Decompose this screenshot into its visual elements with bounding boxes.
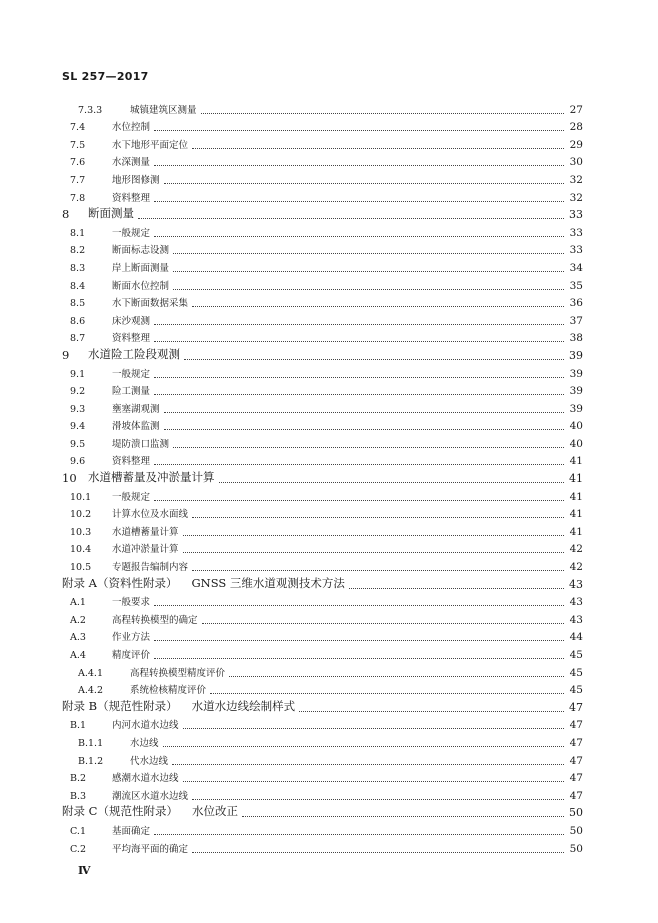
toc-entry-title: 水道槽蓄量计算 [112, 526, 179, 538]
toc-entry[interactable] [62, 485, 583, 503]
dot-leader [183, 728, 564, 729]
toc-entry-title: 基面确定 [112, 825, 151, 837]
dot-leader [154, 324, 564, 325]
toc-entry-page: 45 [569, 666, 583, 679]
toc-entry-page: 40 [569, 437, 583, 450]
toc-entry[interactable] [62, 661, 583, 679]
toc-entry-title: 潮流区水道水边线 [112, 790, 189, 802]
toc-entry-number: 10.1 [70, 491, 92, 503]
toc-entry-title: 平均海平面的确定 [112, 843, 189, 855]
dot-leader [154, 201, 564, 202]
toc-entry-page: 39 [569, 367, 583, 380]
toc-entry-number: 8.3 [70, 262, 86, 274]
dot-leader [184, 359, 564, 360]
toc-entry-page: 47 [569, 719, 583, 732]
toc-entry[interactable] [62, 784, 583, 802]
toc-entry[interactable] [62, 837, 583, 855]
dot-leader [154, 464, 564, 465]
toc-entry[interactable] [62, 168, 583, 186]
toc-entry[interactable] [62, 714, 583, 732]
toc-entry-title: 资料整理 [112, 456, 151, 468]
toc-entry-page: 45 [569, 684, 583, 697]
toc-entry-page: 39 [569, 348, 583, 362]
toc-entry[interactable] [62, 344, 583, 362]
toc-entry[interactable] [62, 749, 583, 767]
toc-entry-page: 40 [569, 420, 583, 433]
toc-entry-title: 作业方法 [112, 632, 151, 644]
toc-entry-number: 附录 C（规范性附录） [62, 804, 178, 819]
toc-entry[interactable] [62, 327, 583, 345]
toc-entry-number: B.1.2 [78, 755, 104, 767]
toc-entry[interactable] [62, 151, 583, 169]
toc-entry-page: 44 [569, 631, 583, 644]
toc-entry-number: 8.1 [70, 227, 86, 239]
toc-entry-title: 资料整理 [112, 192, 151, 204]
toc-entry-number: 9.2 [70, 386, 86, 398]
toc-entry[interactable] [62, 573, 583, 591]
toc-entry[interactable] [62, 626, 583, 644]
dot-leader [163, 746, 564, 747]
toc-entry-title: 床沙观测 [112, 315, 151, 327]
toc-entry-page: 27 [569, 103, 583, 116]
toc-entry-title: 一般要求 [112, 597, 151, 609]
toc-entry[interactable] [62, 555, 583, 573]
toc-entry[interactable] [62, 503, 583, 521]
toc-entry-page: 41 [569, 490, 583, 503]
toc-entry[interactable] [62, 767, 583, 785]
toc-entry-number: 9 [62, 347, 70, 362]
toc-entry[interactable] [62, 133, 583, 151]
dot-leader [183, 552, 564, 553]
toc-entry[interactable] [62, 802, 583, 820]
toc-entry-page: 33 [569, 244, 583, 257]
toc-entry-title: 一般规定 [112, 227, 151, 239]
toc-entry-title: 险工测量 [112, 386, 151, 398]
toc-entry-number: 9.5 [70, 438, 86, 450]
toc-entry-number: 8.2 [70, 245, 86, 257]
dot-leader [183, 781, 564, 782]
toc-entry[interactable] [62, 397, 583, 415]
dot-leader [192, 306, 564, 307]
dot-leader [154, 640, 564, 641]
toc-entry-title: 系统检核精度评价 [130, 685, 207, 697]
dot-leader [173, 271, 564, 272]
toc-entry-number: C.1 [70, 825, 86, 837]
dot-leader [183, 535, 564, 536]
dot-leader [349, 588, 564, 589]
toc-entry-number: B.1 [70, 720, 87, 732]
dot-leader [154, 165, 564, 166]
toc-entry-title: 城镇建筑区测量 [130, 104, 197, 116]
toc-entry[interactable] [62, 696, 583, 714]
toc-entry-page: 38 [569, 332, 583, 345]
toc-entry-page: 42 [569, 543, 583, 556]
dot-leader [138, 218, 564, 219]
dot-leader [172, 764, 564, 765]
toc-entry-page: 37 [569, 314, 583, 327]
toc-entry-page: 32 [569, 173, 583, 186]
toc-entry-number: 7.6 [70, 157, 86, 169]
toc-entry[interactable] [62, 362, 583, 380]
toc-entry[interactable] [62, 256, 583, 274]
toc-entry-title: 感潮水道水边线 [112, 773, 179, 785]
dot-leader [154, 605, 564, 606]
dot-leader [154, 377, 564, 378]
dot-leader [173, 447, 564, 448]
toc-entry-title: 内河水道水边线 [112, 720, 179, 732]
toc-entry-title: 岸上断面测量 [112, 262, 170, 274]
toc-entry-title: 水下地形平面定位 [112, 139, 189, 151]
toc-entry-page: 35 [569, 279, 583, 292]
toc-entry-page: 47 [569, 772, 583, 785]
toc-entry-number: 附录 B（规范性附录） [62, 698, 178, 713]
toc-entry-number: A.1 [70, 597, 86, 609]
toc-entry[interactable] [62, 450, 583, 468]
toc-entry[interactable] [62, 415, 583, 433]
dot-leader [219, 482, 565, 483]
toc-entry-page: 41 [569, 455, 583, 468]
toc-entry-page: 30 [569, 156, 583, 169]
toc-entry[interactable] [62, 608, 583, 626]
toc-entry-number: 9.1 [70, 368, 86, 380]
toc-entry-number: C.2 [70, 843, 86, 855]
toc-entry-title: 水位控制 [112, 122, 151, 134]
toc-entry[interactable] [62, 239, 583, 257]
toc-entry-number: 8.4 [70, 280, 86, 292]
toc-entry-number: B.1.1 [78, 737, 104, 749]
toc-entry-number: 附录 A（资料性附录） [62, 575, 178, 590]
toc-entry-title: 断面测量 [88, 206, 134, 221]
toc-entry-page: 43 [569, 577, 583, 591]
table-of-contents [62, 98, 583, 855]
toc-entry-title: 计算水位及水面线 [112, 509, 189, 521]
toc-entry[interactable] [62, 520, 583, 538]
dot-leader [173, 253, 564, 254]
toc-entry-page: 41 [569, 525, 583, 538]
toc-entry-number: 8.7 [70, 333, 86, 345]
toc-entry-number: 8 [62, 207, 70, 222]
dot-leader [192, 799, 564, 800]
dot-leader [154, 658, 564, 659]
toc-entry[interactable] [62, 643, 583, 661]
toc-entry-page: 43 [569, 613, 583, 626]
dot-leader [164, 183, 564, 184]
toc-entry-number: 9.6 [70, 456, 86, 468]
toc-entry-title: 一般规定 [112, 491, 151, 503]
dot-leader [154, 236, 564, 237]
toc-entry-title: 水下断面数据采集 [112, 298, 189, 310]
toc-entry-number: 10 [62, 471, 77, 486]
dot-leader [192, 517, 564, 518]
toc-entry-title: 高程转换模型的确定 [112, 614, 198, 626]
toc-entry-title: 精度评价 [112, 650, 151, 661]
toc-entry[interactable] [62, 186, 583, 204]
toc-entry-title: 水位改正 [191, 804, 238, 819]
toc-entry-number: 10.5 [70, 562, 92, 574]
toc-entry-page: 33 [569, 208, 583, 222]
toc-entry-number: 9.3 [70, 403, 86, 415]
toc-entry-page: 50 [569, 806, 583, 820]
dot-leader [201, 113, 564, 114]
toc-entry-title: 水道槽蓄量及冲淤量计算 [88, 470, 215, 485]
toc-entry-title: 壅塞湖观测 [112, 403, 160, 415]
toc-entry-page: 33 [569, 226, 583, 239]
dot-leader [192, 852, 564, 853]
toc-entry-number: A.4 [70, 650, 86, 661]
toc-entry[interactable] [62, 204, 583, 222]
toc-entry-number: 7.8 [70, 192, 86, 204]
toc-entry[interactable] [62, 432, 583, 450]
toc-entry-number: 8.6 [70, 315, 86, 327]
toc-entry-number: 10.2 [70, 509, 92, 521]
toc-entry[interactable] [62, 591, 583, 609]
page-number: Ⅳ [78, 864, 91, 877]
dot-leader [299, 711, 564, 712]
toc-entry-page: 50 [569, 842, 583, 855]
toc-entry-number: 10.3 [70, 526, 92, 538]
dot-leader [154, 834, 564, 835]
toc-entry[interactable] [62, 98, 583, 116]
toc-entry-title: 断面水位控制 [112, 280, 170, 292]
toc-entry-page: 39 [569, 385, 583, 398]
toc-entry-page: 28 [569, 121, 583, 134]
toc-entry[interactable] [62, 309, 583, 327]
toc-entry-title: 水道险工险段观测 [88, 346, 180, 361]
dot-leader [192, 570, 564, 571]
toc-entry-page: 41 [569, 472, 583, 486]
toc-entry-title: 一般规定 [112, 368, 151, 380]
toc-entry[interactable] [62, 116, 583, 134]
toc-entry-title: GNSS 三维水道观测技术方法 [191, 575, 345, 590]
toc-entry[interactable] [62, 679, 583, 697]
toc-entry-page: 47 [569, 700, 583, 714]
dot-leader [154, 130, 564, 131]
toc-entry-number: 7.3.3 [78, 104, 103, 116]
toc-entry-page: 47 [569, 736, 583, 749]
dot-leader [164, 429, 564, 430]
toc-entry-page: 29 [569, 138, 583, 151]
toc-entry-number: 10.4 [70, 544, 92, 556]
toc-entry-number: 8.5 [70, 298, 86, 310]
toc-entry-number: 7.7 [70, 174, 86, 186]
dot-leader [210, 693, 564, 694]
running-header: SL 257—2017 [62, 70, 149, 83]
toc-entry-title: 滑坡体监测 [112, 421, 160, 433]
toc-entry[interactable] [62, 274, 583, 292]
dot-leader [242, 816, 564, 817]
toc-entry-page: 32 [569, 191, 583, 204]
toc-entry-number: 9.4 [70, 421, 86, 433]
toc-entry-title: 断面标志设测 [112, 245, 170, 257]
toc-entry-number: 7.4 [70, 122, 86, 134]
toc-entry-page: 47 [569, 789, 583, 802]
toc-entry-title: 专题报告编制内容 [112, 562, 189, 574]
toc-entry-title: 水道水边线绘制样式 [191, 698, 296, 713]
toc-entry[interactable] [62, 467, 583, 485]
toc-entry-number: B.3 [70, 790, 87, 802]
toc-entry-title: 水深测量 [112, 157, 151, 169]
toc-entry-page: 47 [569, 754, 583, 767]
dot-leader [154, 394, 564, 395]
toc-entry[interactable] [62, 380, 583, 398]
dot-leader [229, 676, 564, 677]
toc-entry-page: 39 [569, 402, 583, 415]
toc-entry[interactable] [62, 819, 583, 837]
dot-leader [202, 623, 564, 624]
toc-entry-title: 地形图修测 [112, 174, 160, 186]
dot-leader [173, 289, 564, 290]
toc-entry-page: 36 [569, 297, 583, 310]
toc-entry[interactable] [62, 538, 583, 556]
toc-entry-number: 7.5 [70, 139, 86, 151]
toc-entry[interactable] [62, 221, 583, 239]
toc-entry-title: 水边线 [130, 737, 159, 749]
toc-entry-number: A.2 [70, 614, 86, 626]
dot-leader [154, 341, 564, 342]
toc-entry-title: 水道冲淤量计算 [112, 544, 179, 556]
toc-entry-title: 资料整理 [112, 333, 151, 345]
toc-entry-page: 45 [569, 649, 583, 661]
toc-entry[interactable] [62, 731, 583, 749]
toc-entry-number: A.3 [70, 632, 86, 644]
toc-entry[interactable] [62, 292, 583, 310]
toc-entry-title: 堤防溃口监测 [112, 438, 170, 450]
toc-entry-page: 43 [569, 596, 583, 609]
dot-leader [192, 148, 564, 149]
toc-entry-page: 50 [569, 824, 583, 837]
toc-entry-page: 42 [569, 561, 583, 574]
toc-entry-title: 高程转换模型精度评价 [130, 667, 226, 679]
toc-entry-number: B.2 [70, 773, 87, 785]
toc-entry-number: A.4.1 [78, 667, 103, 679]
toc-entry-page: 41 [569, 508, 583, 521]
toc-entry-number: A.4.2 [78, 685, 103, 697]
dot-leader [164, 412, 564, 413]
toc-entry-page: 34 [569, 261, 583, 274]
dot-leader [154, 500, 564, 501]
toc-entry-title: 代水边线 [130, 755, 169, 767]
